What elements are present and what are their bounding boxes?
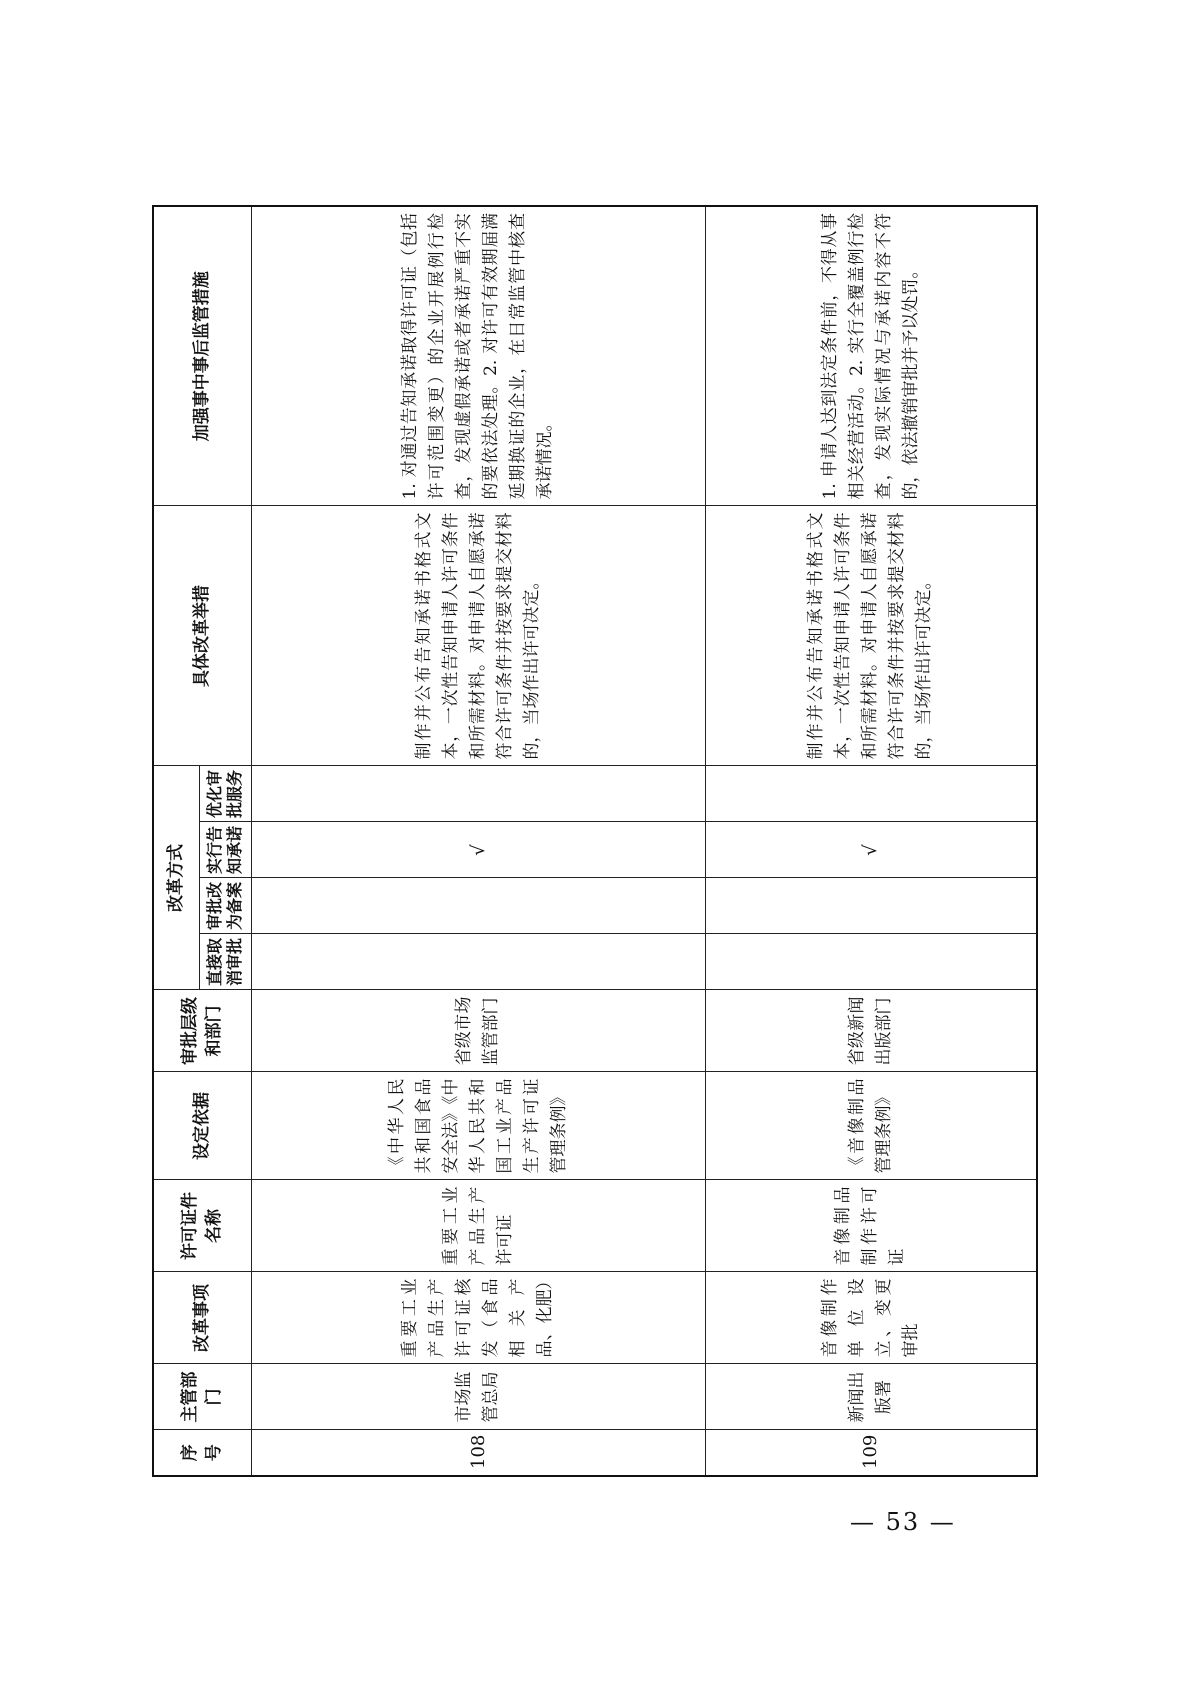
row-license: 重要工业产品生产许可证 (251, 1180, 705, 1272)
header-seq: 序号 (153, 1430, 251, 1476)
row-mode-cancel (251, 934, 705, 990)
rotated-table-container (152, 207, 1038, 1477)
table-row (251, 206, 705, 1476)
header-mode: 改革方式 (153, 766, 199, 990)
header-dept: 主管部门 (153, 1364, 251, 1430)
row-item: 重要工业产品生产许可证核发（食品相关产品、化肥） (251, 1272, 705, 1364)
header-basis: 设定依据 (153, 1072, 251, 1180)
row-mode-cancel (705, 934, 1037, 990)
row-dept: 市场监管总局 (251, 1364, 705, 1430)
row-level: 省级市场监管部门 (251, 990, 705, 1072)
row-mode-record (251, 878, 705, 934)
row-basis: 《中华人民共和国食品安全法》《中华人民共和国工业产品生产许可证管理条例》 (251, 1072, 705, 1180)
row-supervision: 1. 申请人达到法定条件前，不得从事相关经营活动。2. 实行全覆盖例行检查，发现实际情况与承诺内容不符的，依法撤销审批并予以处罚。 (705, 206, 1037, 506)
reform-table (152, 205, 1038, 1477)
page-number: — 53 — (850, 1508, 956, 1536)
row-measures: 制作并公布告知承诺书格式文本，一次性告知申请人许可条件和所需材料。对申请人自愿承诺符合许可条件并按要求提交材料的，当场作出许可决定。 (251, 506, 705, 766)
row-item: 音像制作单位设立、变更审批 (705, 1272, 1037, 1364)
row-measures: 制作并公布告知承诺书格式文本，一次性告知申请人许可条件和所需材料。对申请人自愿承诺符合许可条件并按要求提交材料的，当场作出许可决定。 (705, 506, 1037, 766)
row-mode-optimize (705, 766, 1037, 822)
row-mode-notify: √ (705, 822, 1037, 878)
header-license: 许可证件名称 (153, 1180, 251, 1272)
header-row-1 (153, 206, 199, 1476)
header-mode-notify: 实行告知承诺 (199, 822, 251, 878)
header-mode-optimize: 优化审批服务 (199, 766, 251, 822)
header-measures: 具体改革举措 (153, 506, 251, 766)
row-supervision: 1. 对通过告知承诺取得许可证（包括许可范围变更）的企业开展例行检查，发现虚假承诺或者承诺严重不实的要依法处理。2. 对许可有效期届满延期换证的企业，在日常监管中核查承诺情况。 (251, 206, 705, 506)
table-row (705, 206, 1037, 1476)
row-dept: 新闻出版署 (705, 1364, 1037, 1430)
row-seq: 109 (705, 1430, 1037, 1476)
header-mode-record: 审批改为备案 (199, 878, 251, 934)
header-mode-cancel: 直接取消审批 (199, 934, 251, 990)
header-supervision: 加强事中事后监管措施 (153, 206, 251, 506)
row-level: 省级新闻出版部门 (705, 990, 1037, 1072)
header-item: 改革事项 (153, 1272, 251, 1364)
row-license: 音像制品制作许可证 (705, 1180, 1037, 1272)
header-level: 审批层级和部门 (153, 990, 251, 1072)
row-basis: 《音像制品管理条例》 (705, 1072, 1037, 1180)
row-seq: 108 (251, 1430, 705, 1476)
row-mode-optimize (251, 766, 705, 822)
row-mode-notify: √ (251, 822, 705, 878)
row-mode-record (705, 878, 1037, 934)
